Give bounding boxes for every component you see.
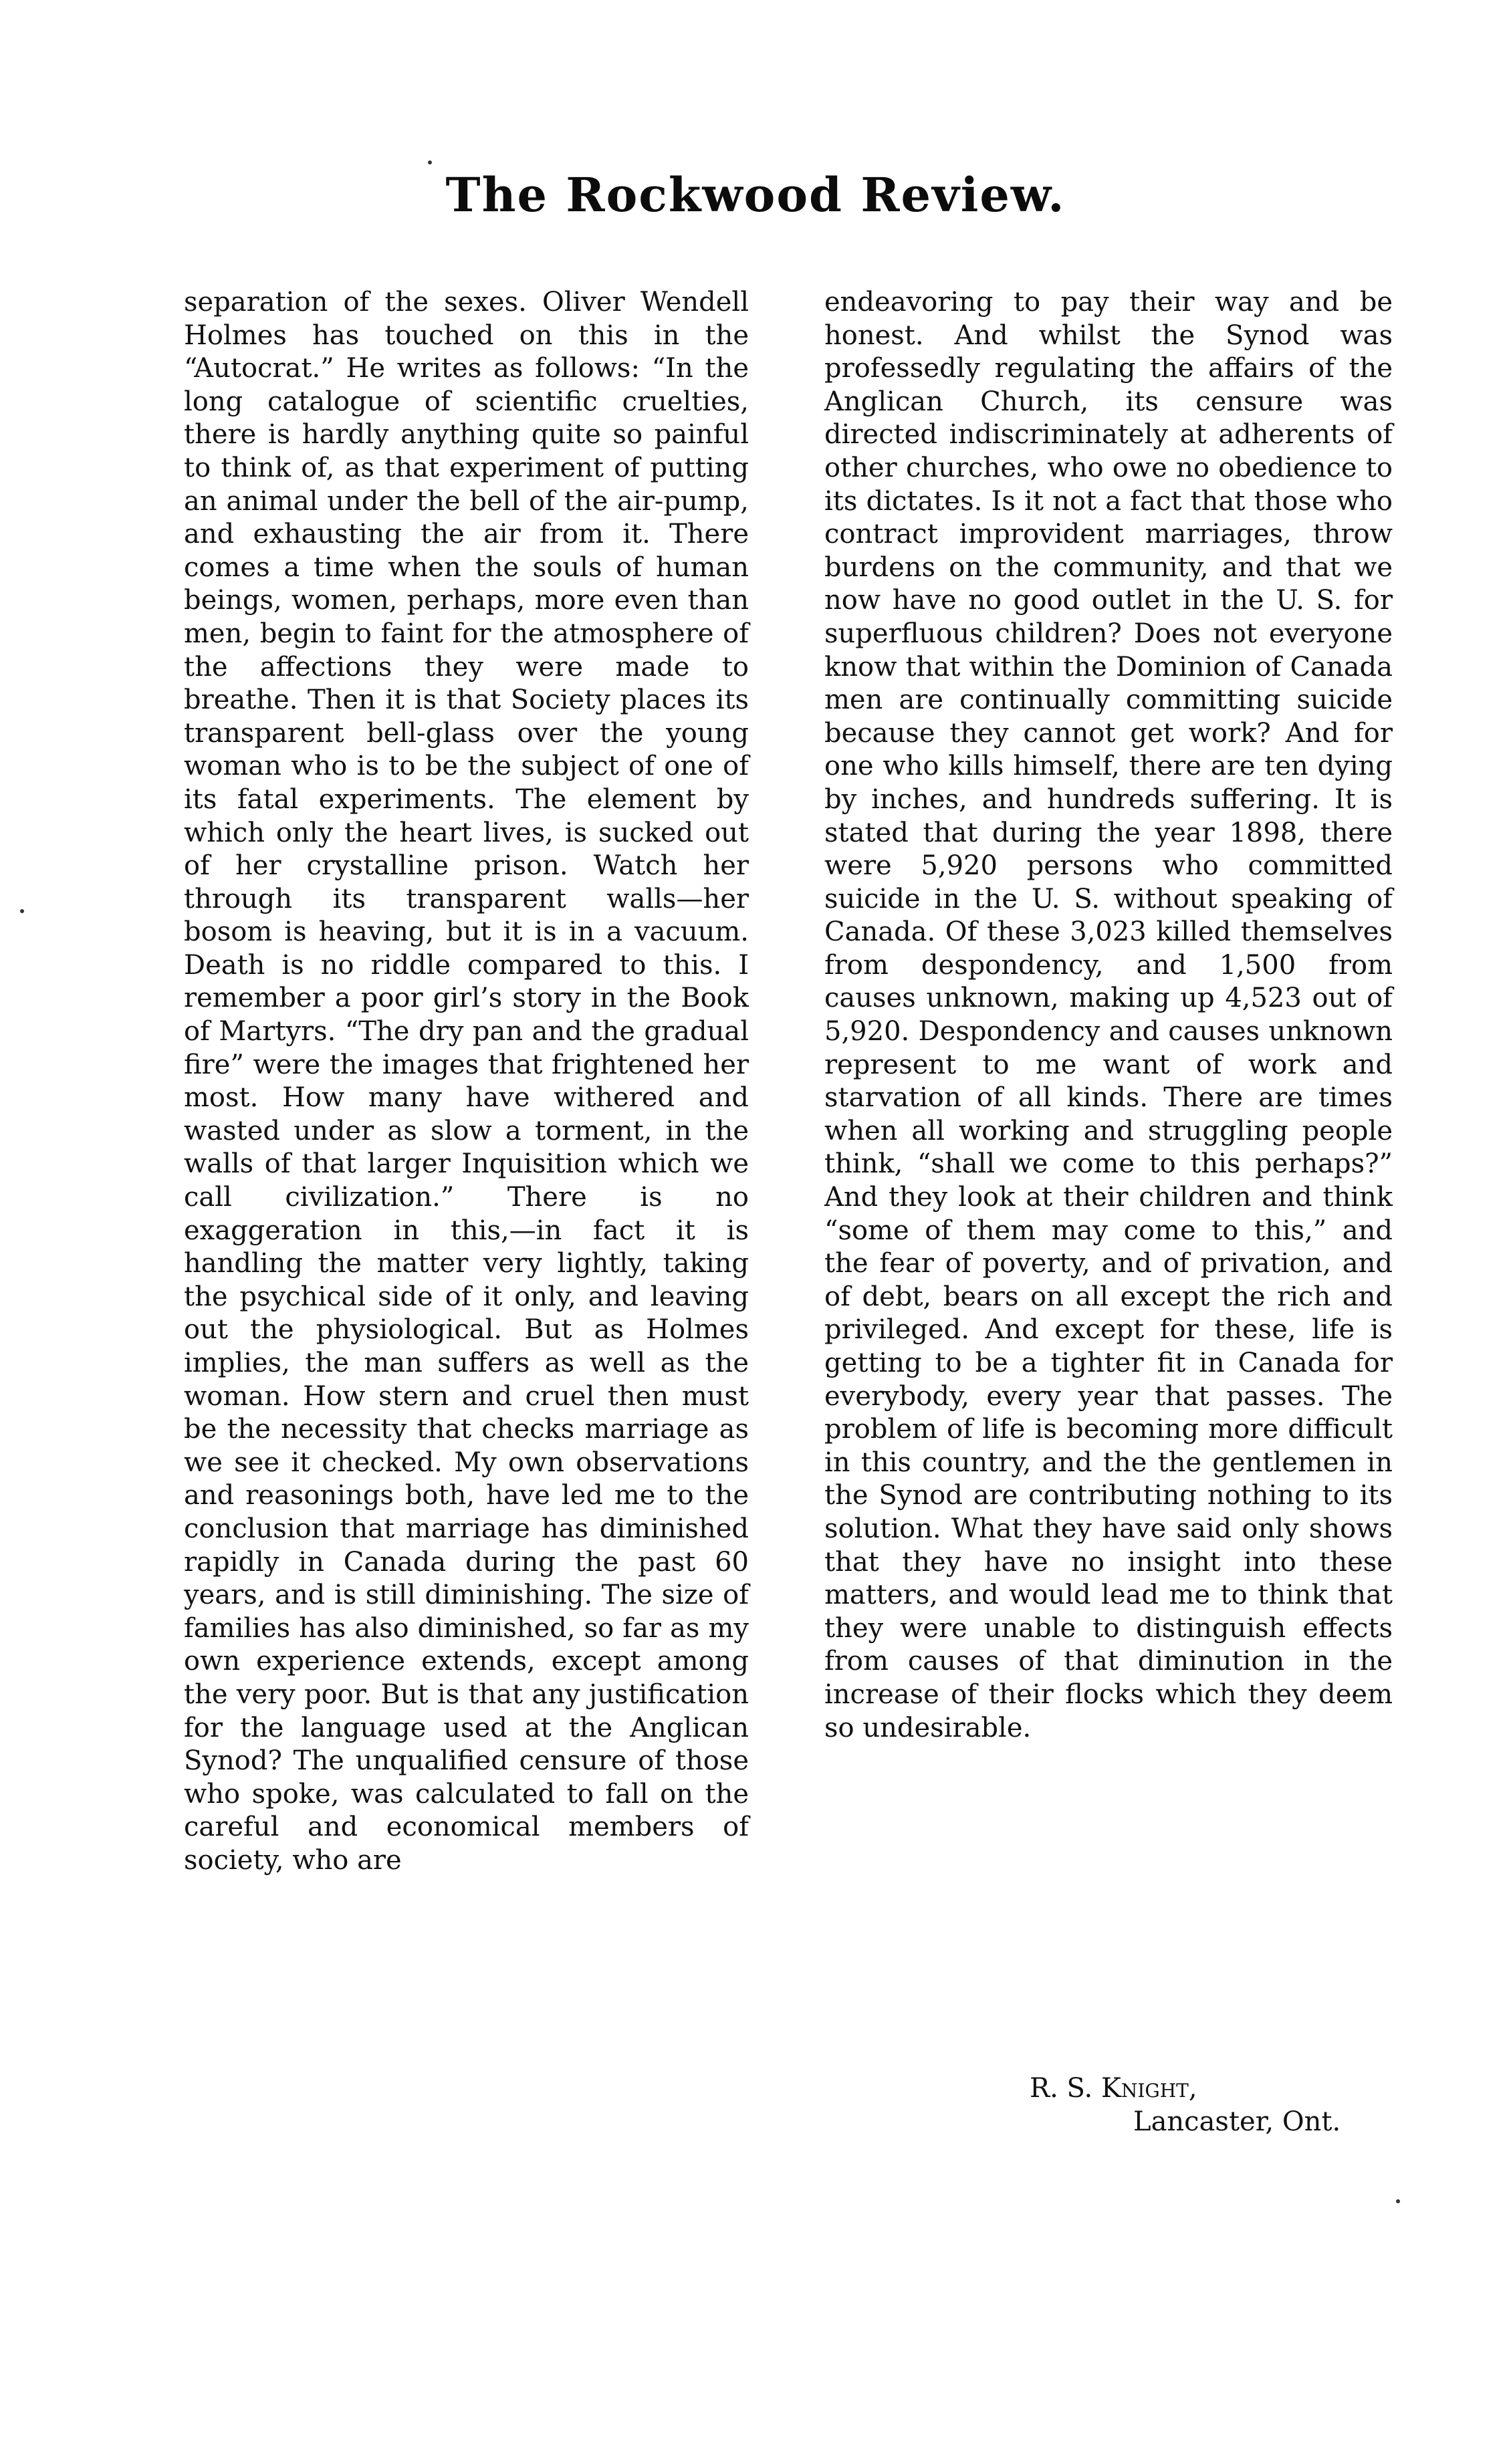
- signature-block: [1030, 2072, 1341, 2138]
- print-speck: [1396, 2199, 1400, 2203]
- print-speck: [428, 160, 432, 164]
- print-speck: [20, 909, 24, 913]
- author-location: Lancaster, Ont.: [1133, 2106, 1341, 2137]
- article-left-column: [184, 286, 749, 1878]
- article-right-column: [824, 286, 1393, 1745]
- article-paragraph: endeavoring to pay their way and be honest. And whilst the Synod was professedly regulating the affairs of the Anglican Church, its censure was directed indiscriminately at adherents of other churches, who owe no obedience to its dictates. Is it not a fact that those who contract improvident marriages, throw burdens on the community, and that we now have no good outlet in the U. S. for superfluous children? Does not everyone know that within the Dominion of Canada men are continually committing suicide because they cannot get work? And for one who kills himself, there are ten dying by inches, and hundreds suffering. It is stated that during the year 1898, there were 5,920 persons who committed suicide in the U. S. without speaking of Canada. Of these 3,023 killed themselves from despondency, and 1,500 from causes unknown, making up 4,523 out of 5,920. Despondency and causes unknown represent to me want of work and starvation of all kinds. There are times when all working and struggling people think, “shall we come to this perhaps?” And they look at their children and think “some of them may come to this,” and the fear of poverty, and of privation, and of debt, bears on all except the rich and privileged. And except for these, life is getting to be a tighter fit in Canada for everybody, every year that passes. The problem of life is becoming more difficult in this country, and the the gentlemen in the Synod are contributing nothing to its solution. What they have said only shows that they have no insight into these matters, and would lead me to think that they were unable to distinguish effects from causes of that diminution in the increase of their flocks which they deem so undesirable.: [824, 287, 1393, 1743]
- article-paragraph: separation of the sexes. Oliver Wendell Holmes has touched on this in the “Autocrat.” He writes as follows: “In the long catalogue of scientific cruelties, there is hardly anything quite so painful to think of, as that experiment of putting an animal under the bell of the air-pump, and exhausting the air from it. There comes a time when the souls of human beings, women, perhaps, more even than men, begin to faint for the atmosphere of the affections they were made to breathe. Then it is that Society places its transparent bell-glass over the young woman who is to be the subject of one of its fatal experiments. The element by which only the heart lives, is sucked out of her crystalline prison. Watch her through its transparent walls—her bosom is heaving, but it is in a vacuum. Death is no riddle compared to this. I remember a poor girl’s story in the Book of Martyrs. “The dry pan and the gradual fire” were the images that frightened her most. How many have withered and wasted under as slow a torment, in the walls of that larger Inquisition which we call civilization.” There is no exaggeration in this,—in fact it is handling the matter very lightly, taking the psychical side of it only, and leaving out the physiological. But as Holmes implies, the man suffers as well as the woman. How stern and cruel then must be the necessity that checks marriage as we see it checked. My own observations and reasonings both, have led me to the conclusion that marriage has diminished rapidly in Canada during the past 60 years, and is still diminishing. The size of families has also diminished, so far as my own experience extends, except among the very poor. But is that any justification for the language used at the Anglican Synod? The unqualified censure of those who spoke, was calculated to fall on the careful and economical members of society, who are: [184, 287, 749, 1876]
- page-title: The Rockwood Review.: [445, 167, 1066, 223]
- author-name: R. S. Knight,: [1030, 2073, 1197, 2104]
